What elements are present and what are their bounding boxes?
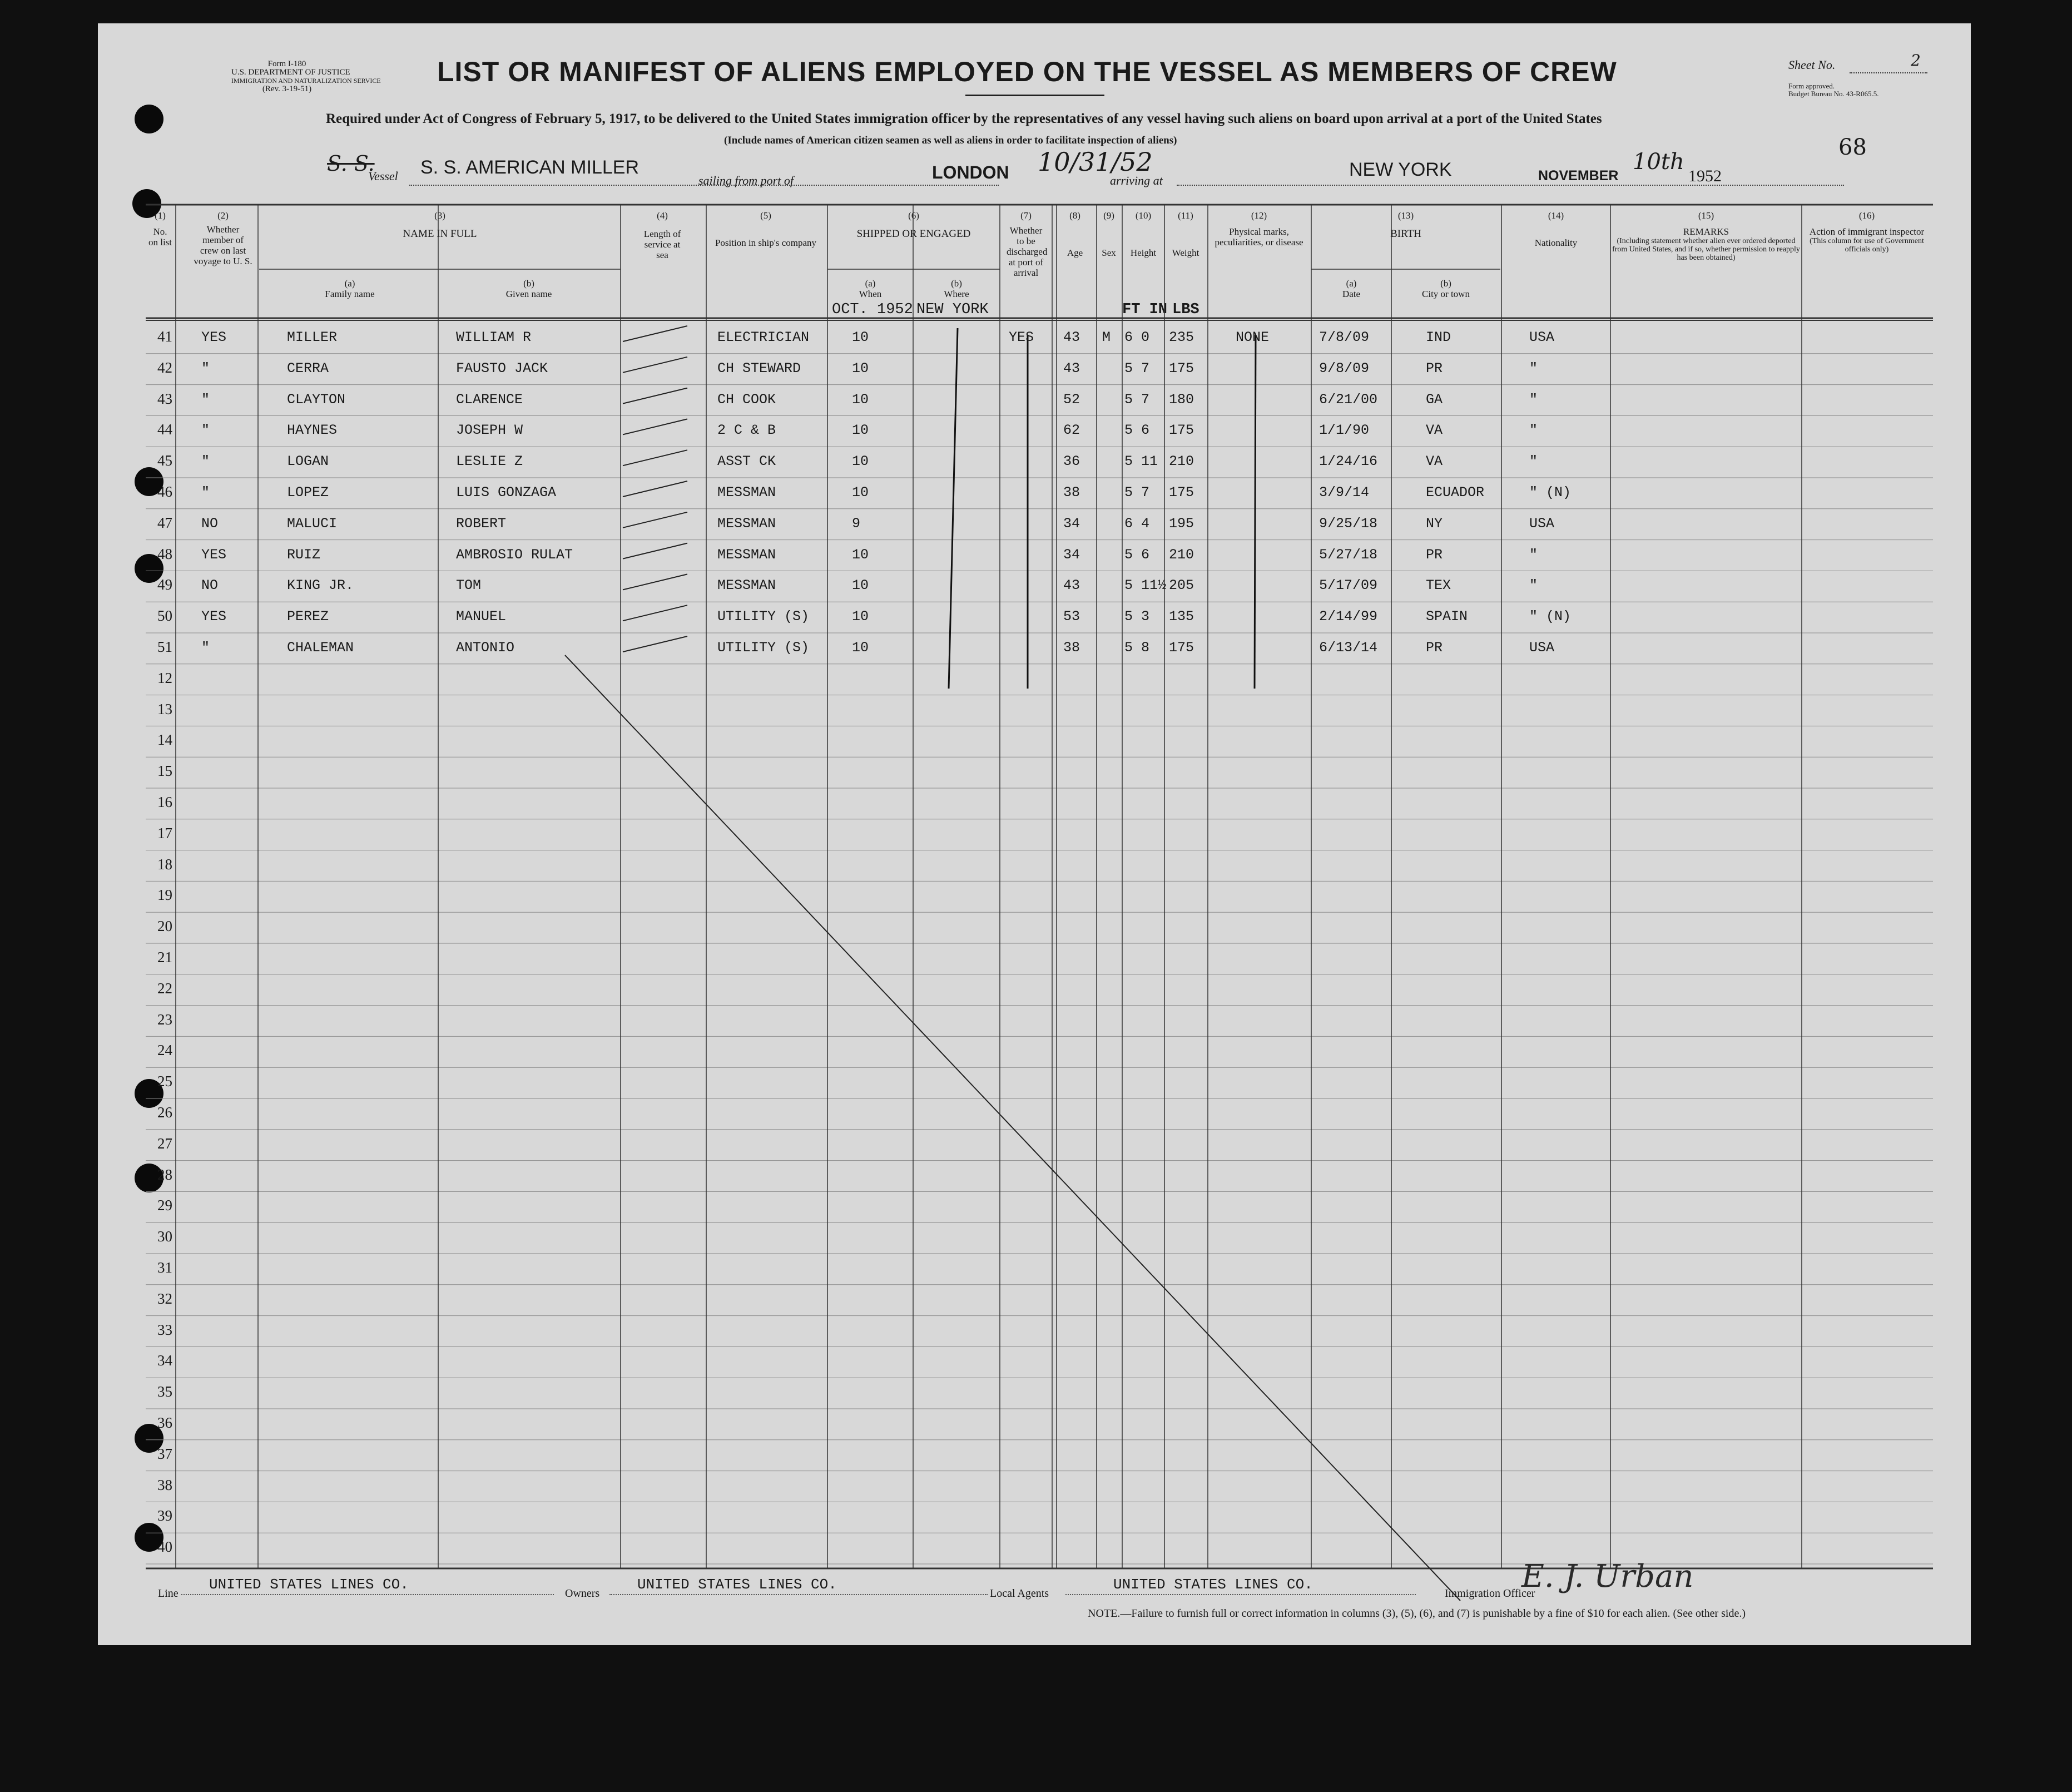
col13a-num: (a) (1346, 278, 1357, 289)
cell-lbs: 175 (1169, 484, 1194, 501)
vessel-label: Vessel (368, 169, 398, 183)
cell-in: 6 (1141, 546, 1150, 563)
sailing-label: sailing from port of (698, 174, 794, 187)
include-note: (Include names of American citizen seamen as well as aliens in order to facilitate inspection of aliens) (724, 135, 1177, 146)
cell-city: GA (1426, 391, 1443, 408)
cell-family: CLAYTON (287, 391, 346, 408)
col13b-num: (b) (1440, 278, 1451, 289)
cell-given: TOM (456, 577, 482, 594)
owners-field (609, 1594, 988, 1595)
cell-when: 10 (852, 546, 869, 563)
cell-family: CHALEMAN (287, 640, 354, 656)
cell-when: 10 (852, 484, 869, 501)
arrival-day: 10th (1633, 149, 1684, 175)
cell-in: 8 (1141, 640, 1150, 656)
row-number: 19 (157, 887, 172, 904)
cell-last: " (201, 391, 210, 408)
cell-last: " (201, 484, 210, 501)
row-number: 46 (157, 483, 172, 500)
cell-age: 36 (1063, 453, 1080, 470)
cell-age: 34 (1063, 546, 1080, 563)
check-mark (623, 326, 687, 341)
cell-date: 9/8/09 (1319, 360, 1370, 377)
cell-last: YES (201, 329, 227, 345)
cell-age: 38 (1063, 484, 1080, 501)
cell-family: CERRA (287, 360, 329, 377)
cell-family: HAYNES (287, 422, 338, 439)
row-number: 32 (157, 1290, 172, 1307)
row-number: 29 (157, 1197, 172, 1214)
owners-label: Owners (565, 1587, 600, 1600)
cell-date: 5/17/09 (1319, 577, 1378, 594)
cell-in: 4 (1141, 515, 1150, 532)
cell-sex: M (1102, 329, 1111, 345)
col13-label: BIRTH (1390, 228, 1421, 240)
cell-nat: USA (1529, 640, 1555, 656)
officer-label: Immigration Officer (1445, 1587, 1535, 1600)
cell-position: CH COOK (717, 391, 776, 408)
cell-nat: " (1529, 577, 1538, 594)
cell-in: 3 (1141, 608, 1150, 625)
col4-label: Length of service at sea (643, 229, 681, 260)
agents-field (1065, 1594, 1416, 1595)
footer-note: NOTE.—Failure to furnish full or correct information in columns (3), (5), (6), and (7) is punishable by a fine of $10 for each alien. (See other side.) (1088, 1607, 1746, 1620)
cell-nat: " (N) (1529, 608, 1572, 625)
check-mark (623, 605, 687, 621)
shipped-when-value: OCT. 1952 (832, 301, 913, 318)
document-title: LIST OR MANIFEST OF ALIENS EMPLOYED ON THE VESSEL AS MEMBERS OF CREW (437, 56, 1617, 87)
cell-lbs: 195 (1169, 515, 1194, 532)
cell-position: ASST CK (717, 453, 776, 470)
cell-date: 6/13/14 (1319, 640, 1378, 656)
cell-city: VA (1426, 422, 1443, 439)
departure-date: 10/31/52 (1038, 147, 1153, 177)
cell-marks: NONE (1236, 329, 1270, 345)
cell-age: 38 (1063, 640, 1080, 656)
cell-city: PR (1426, 360, 1443, 377)
col10-num: (10) (1135, 210, 1152, 221)
col9-label: Sex (1102, 247, 1116, 258)
form-approved-text: Form approved. (1788, 82, 1835, 90)
cell-nat: " (1529, 453, 1538, 470)
cell-position: UTILITY (S) (717, 640, 810, 656)
col1-label: No. on list (148, 226, 172, 247)
cell-given: LUIS GONZAGA (456, 484, 557, 501)
cell-family: PEREZ (287, 608, 329, 625)
weight-units: LBS (1172, 301, 1199, 318)
cell-nat: " (1529, 546, 1538, 563)
row-number: 44 (157, 421, 172, 438)
ink-stroke (949, 328, 958, 689)
cell-age: 52 (1063, 391, 1080, 408)
col8-label: Age (1067, 247, 1083, 258)
cancel-stroke (565, 655, 1460, 1601)
row-number: 13 (157, 700, 172, 717)
cell-family: RUIZ (287, 546, 321, 563)
arrival-year: 1952 (1688, 167, 1722, 185)
line-value: UNITED STATES LINES CO. (209, 1576, 409, 1593)
cell-in: 7 (1141, 360, 1150, 377)
cell-date: 1/24/16 (1319, 453, 1378, 470)
cell-when: 10 (852, 329, 869, 345)
col11-num: (11) (1178, 210, 1193, 221)
row-number: 47 (157, 514, 172, 531)
cell-lbs: 180 (1169, 391, 1194, 408)
col6b-label: Where (944, 289, 969, 299)
owners-value: UNITED STATES LINES CO. (637, 1576, 837, 1593)
row-number: 35 (157, 1383, 172, 1400)
row-number: 30 (157, 1228, 172, 1245)
cell-date: 2/14/99 (1319, 608, 1378, 625)
col4-num: (4) (657, 210, 668, 221)
page-mark: 68 (1838, 135, 1867, 160)
cell-in: 11 (1141, 453, 1158, 470)
col6-label: SHIPPED OR ENGAGED (856, 228, 971, 240)
cell-in: 7 (1141, 391, 1150, 408)
cell-position: MESSMAN (717, 484, 776, 501)
col12-num: (12) (1251, 210, 1267, 221)
cell-position: 2 C & B (717, 422, 776, 439)
cell-when: 10 (852, 577, 869, 594)
row-number: 36 (157, 1414, 172, 1431)
row-number: 20 (157, 918, 172, 935)
col3-label: NAME IN FULL (403, 228, 477, 240)
cell-age: 43 (1063, 577, 1080, 594)
line-field (181, 1594, 554, 1595)
cell-nat: " (1529, 391, 1538, 408)
cell-position: MESSMAN (717, 577, 776, 594)
manifest-sheet (98, 23, 1971, 1645)
row-number: 51 (157, 638, 172, 655)
row-number: 18 (157, 855, 172, 873)
cell-nat: USA (1529, 329, 1555, 345)
revision: (Rev. 3-19-51) (262, 85, 312, 93)
row-number: 25 (157, 1073, 172, 1090)
cell-ft: 5 (1124, 546, 1133, 563)
to-port: NEW YORK (1349, 159, 1452, 180)
cell-when: 10 (852, 360, 869, 377)
cell-given: AMBROSIO RULAT (456, 546, 573, 563)
row-number: 24 (157, 1042, 172, 1059)
col3b-num: (b) (523, 278, 534, 289)
arriving-label: arriving at (1110, 174, 1163, 187)
col11-label: Weight (1172, 247, 1199, 258)
col3a-label: Family name (325, 289, 375, 299)
cell-date: 5/27/18 (1319, 546, 1378, 563)
cell-last: YES (201, 608, 227, 625)
check-mark (623, 543, 687, 559)
row-number: 23 (157, 1011, 172, 1028)
cell-age: 43 (1063, 360, 1080, 377)
row-number: 16 (157, 794, 172, 810)
cell-lbs: 210 (1169, 546, 1194, 563)
requirement-text: Required under Act of Congress of February 5, 1917, to be delivered to the United States immigration officer by the representatives of any vessel having such aliens on board upon arrival at a port of the United States (326, 111, 1602, 126)
from-port: LONDON (932, 162, 1009, 182)
row-number: 12 (157, 669, 172, 686)
cell-in: 11½ (1141, 577, 1167, 594)
col16-num: (16) (1858, 210, 1875, 221)
col6-num: (6) (908, 210, 919, 221)
cell-ft: 6 (1124, 329, 1133, 345)
row-number: 15 (157, 763, 172, 780)
check-mark (623, 512, 687, 528)
check-mark (623, 636, 687, 652)
cell-ft: 5 (1124, 422, 1133, 439)
agents-value: UNITED STATES LINES CO. (1113, 1576, 1313, 1593)
cell-family: KING JR. (287, 577, 354, 594)
cell-when: 10 (852, 608, 869, 625)
row-number: 14 (157, 731, 172, 749)
check-mark (623, 388, 687, 404)
arrival-month: NOVEMBER (1538, 168, 1619, 184)
cell-in: 7 (1141, 484, 1150, 501)
cell-discharged: YES (1009, 329, 1034, 345)
col13-num: (13) (1397, 210, 1414, 221)
cell-city: IND (1426, 329, 1451, 345)
cell-last: " (201, 453, 210, 470)
cell-when: 10 (852, 391, 869, 408)
row-number: 48 (157, 545, 172, 562)
cell-given: MANUEL (456, 608, 507, 625)
cell-given: LESLIE Z (456, 453, 523, 470)
cell-city: SPAIN (1426, 608, 1468, 625)
cell-position: UTILITY (S) (717, 608, 810, 625)
cell-family: MALUCI (287, 515, 338, 532)
cell-position: ELECTRICIAN (717, 329, 810, 345)
cell-given: JOSEPH W (456, 422, 523, 439)
cell-when: 10 (852, 453, 869, 470)
col3-num: (3) (434, 210, 445, 221)
cell-when: 10 (852, 640, 869, 656)
row-number: 42 (157, 359, 172, 376)
cell-date: 7/8/09 (1319, 329, 1370, 345)
cell-lbs: 135 (1169, 608, 1194, 625)
cell-age: 53 (1063, 608, 1080, 625)
row-number: 31 (157, 1259, 172, 1276)
col16-sub: (This column for use of Government officials only) (1810, 237, 1924, 254)
cell-last: " (201, 422, 210, 439)
row-number: 33 (157, 1321, 172, 1338)
cell-given: WILLIAM R (456, 329, 532, 345)
cell-given: FAUSTO JACK (456, 360, 548, 377)
col15-label: REMARKS (1683, 226, 1729, 237)
sheet-label: Sheet No. (1788, 58, 1836, 72)
cell-last: " (201, 640, 210, 656)
cell-position: MESSMAN (717, 515, 776, 532)
cell-nat: USA (1529, 515, 1555, 532)
cell-in: 6 (1141, 422, 1150, 439)
check-mark (623, 450, 687, 466)
col6a-label: When (859, 289, 882, 299)
cell-lbs: 205 (1169, 577, 1194, 594)
check-mark (623, 574, 687, 590)
cell-ft: 5 (1124, 391, 1133, 408)
cell-family: MILLER (287, 329, 338, 345)
cell-ft: 5 (1124, 484, 1133, 501)
vessel-name: S. S. AMERICAN MILLER (420, 157, 639, 178)
row-number: 17 (157, 824, 172, 841)
cell-city: VA (1426, 453, 1443, 470)
col13b-label: City or town (1422, 289, 1470, 299)
agents-label: Local Agents (990, 1587, 1049, 1600)
col15-sub: (Including statement whether alien ever ordered deported from United States, and if so, whether permission to reapply has been obtained) (1612, 237, 1800, 262)
budget-bureau-text: Budget Bureau No. 43-R065.5. (1788, 90, 1879, 98)
cell-city: PR (1426, 546, 1443, 563)
cell-city: PR (1426, 640, 1443, 656)
col2-label: Whether member of crew on last voyage to U. S. (194, 224, 252, 266)
cell-last: NO (201, 515, 219, 532)
cell-in: 0 (1141, 329, 1150, 345)
row-number: 37 (157, 1445, 172, 1462)
cell-lbs: 235 (1169, 329, 1194, 345)
cell-city: NY (1426, 515, 1443, 532)
shipped-where-value: NEW YORK (916, 301, 989, 318)
form-number: Form I-180 (267, 60, 306, 68)
col7-label: Whether to be discharged at port of arrival (1007, 225, 1048, 278)
line-label: Line (158, 1587, 179, 1600)
col13a-label: Date (1342, 289, 1361, 299)
cell-date: 3/9/14 (1319, 484, 1370, 501)
service: IMMIGRATION AND NATURALIZATION SERVICE (231, 77, 381, 85)
col1-num: (1) (155, 210, 166, 221)
cell-ft: 5 (1124, 577, 1133, 594)
cell-lbs: 175 (1169, 640, 1194, 656)
cell-last: NO (201, 577, 219, 594)
cell-ft: 5 (1124, 640, 1133, 656)
cell-date: 1/1/90 (1319, 422, 1370, 439)
cell-nat: " (1529, 360, 1538, 377)
row-number: 26 (157, 1104, 172, 1121)
row-number: 40 (157, 1538, 172, 1556)
row-number: 50 (157, 607, 172, 625)
row-number: 27 (157, 1135, 172, 1152)
cell-lbs: 175 (1169, 360, 1194, 377)
ink-stroke (1255, 335, 1256, 689)
cell-nat: " (N) (1529, 484, 1572, 501)
col6a-num: (a) (865, 278, 876, 289)
check-mark (623, 357, 687, 373)
cell-when: 10 (852, 422, 869, 439)
row-number: 22 (157, 979, 172, 997)
col14-label: Nationality (1534, 237, 1578, 248)
col16-label: Action of immigrant inspector (1809, 226, 1925, 237)
cell-city: ECUADOR (1426, 484, 1485, 501)
cell-family: LOPEZ (287, 484, 329, 501)
cell-age: 43 (1063, 329, 1080, 345)
cell-city: TEX (1426, 577, 1451, 594)
cell-age: 62 (1063, 422, 1080, 439)
col15-num: (15) (1698, 210, 1714, 221)
check-mark (623, 481, 687, 497)
col5-label: Position in ship's company (715, 237, 817, 248)
cell-position: CH STEWARD (717, 360, 801, 377)
cell-ft: 5 (1124, 360, 1133, 377)
manifest-grid (98, 23, 1971, 1645)
officer-signature: E. J. Urban (1521, 1558, 1694, 1595)
row-number: 45 (157, 452, 172, 469)
cell-given: ROBERT (456, 515, 507, 532)
col14-num: (14) (1548, 210, 1564, 221)
row-number: 21 (157, 949, 172, 966)
row-number: 39 (157, 1507, 172, 1524)
row-number: 43 (157, 390, 172, 407)
cell-ft: 5 (1124, 608, 1133, 625)
cell-last: YES (201, 546, 227, 563)
cell-lbs: 175 (1169, 422, 1194, 439)
cell-given: ANTONIO (456, 640, 515, 656)
check-mark (623, 419, 687, 434)
cell-when: 9 (852, 515, 861, 532)
cell-given: CLARENCE (456, 391, 523, 408)
cell-family: LOGAN (287, 453, 329, 470)
cell-date: 6/21/00 (1319, 391, 1378, 408)
department: U.S. DEPARTMENT OF JUSTICE (231, 68, 350, 77)
height-units: FT IN (1122, 301, 1168, 318)
col3b-label: Given name (505, 289, 552, 299)
col7-num: (7) (1020, 210, 1032, 221)
cell-last: " (201, 360, 210, 377)
col12-label: Physical marks, peculiarities, or disease (1215, 226, 1303, 247)
cell-ft: 5 (1124, 453, 1133, 470)
sheet-number: 2 (1911, 51, 1921, 70)
col10-label: Height (1130, 247, 1157, 258)
row-number: 38 (157, 1476, 172, 1493)
row-number: 28 (157, 1166, 172, 1183)
row-number: 34 (157, 1352, 172, 1369)
cell-ft: 6 (1124, 515, 1133, 532)
col6b-num: (b) (951, 278, 962, 289)
cell-lbs: 210 (1169, 453, 1194, 470)
vessel-prefix-handwritten: S. S. (327, 151, 375, 176)
col9-num: (9) (1103, 210, 1114, 221)
cell-date: 9/25/18 (1319, 515, 1378, 532)
cell-age: 34 (1063, 515, 1080, 532)
col5-num: (5) (760, 210, 771, 221)
cell-nat: " (1529, 422, 1538, 439)
row-number: 49 (157, 576, 172, 593)
cell-position: MESSMAN (717, 546, 776, 563)
col2-num: (2) (217, 210, 229, 221)
col3a-num: (a) (344, 278, 355, 289)
col8-num: (8) (1069, 210, 1080, 221)
row-number: 41 (157, 328, 172, 345)
